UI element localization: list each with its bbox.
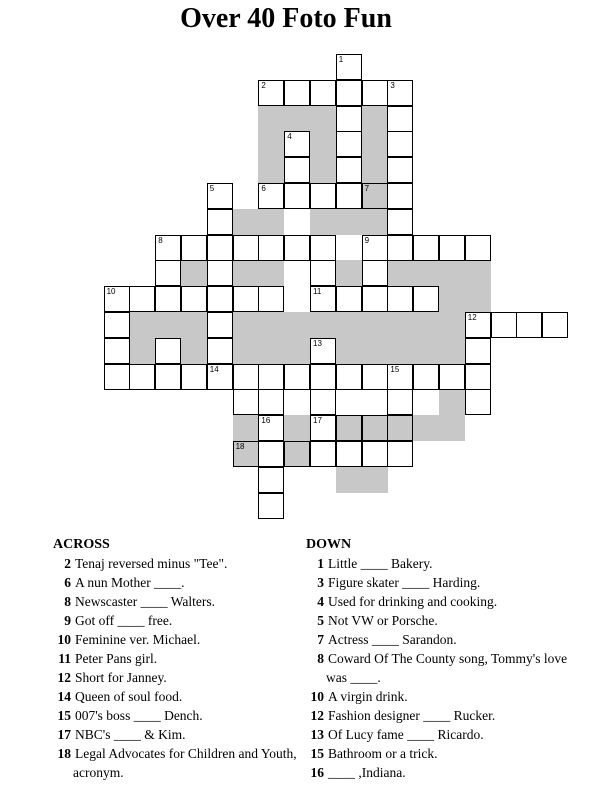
shaded-cell — [336, 312, 362, 338]
grid-cell[interactable] — [362, 80, 388, 106]
grid-cell[interactable] — [387, 183, 413, 209]
grid-cell[interactable] — [284, 183, 310, 209]
shaded-cell — [336, 260, 362, 286]
clue-text: 007's boss ____ Dench. — [75, 708, 203, 723]
shaded-cell — [465, 260, 491, 286]
grid-cell[interactable] — [336, 106, 362, 132]
shaded-cell — [362, 106, 388, 132]
shaded-cell — [413, 312, 439, 338]
grid-cell[interactable] — [542, 312, 568, 338]
shaded-cell — [362, 312, 388, 338]
clue-number: 14 — [57, 689, 71, 704]
grid-cell[interactable] — [233, 286, 259, 312]
shaded-cell — [439, 389, 465, 415]
grid-cell[interactable] — [336, 157, 362, 183]
grid-cell[interactable] — [413, 286, 439, 312]
shaded-cell — [310, 157, 336, 183]
shaded-cell — [258, 260, 284, 286]
cell-number: 15 — [390, 364, 400, 374]
grid-cell[interactable] — [129, 286, 155, 312]
clue-text: Little ____ Bakery. — [328, 556, 433, 571]
shaded-cell — [310, 131, 336, 157]
shaded-cell — [310, 209, 336, 235]
cell-number: 14 — [209, 364, 219, 374]
clue-text: ____ ,Indiana. — [328, 765, 406, 780]
grid-cell[interactable] — [362, 260, 388, 286]
grid-cell[interactable] — [207, 260, 233, 286]
cell-number: 17 — [313, 416, 322, 426]
clue-text: Actress ____ Sarandon. — [328, 632, 457, 647]
shaded-cell — [284, 338, 310, 364]
cell-number: 16 — [261, 416, 271, 426]
across-heading: ACROSS — [53, 537, 110, 552]
cell-number: 1 — [338, 55, 344, 64]
shaded-cell — [439, 286, 465, 312]
grid-cell[interactable] — [233, 364, 259, 390]
puzzle-title: Over 40 Foto Fun — [180, 3, 392, 34]
shaded-cell — [336, 209, 362, 235]
grid-cell[interactable] — [491, 312, 517, 338]
cell-number: 18 — [235, 442, 245, 451]
down-clue — [306, 554, 586, 573]
grid-cell[interactable] — [129, 364, 155, 390]
clue-text: Short for Janney. — [75, 670, 167, 685]
grid-cell[interactable] — [181, 286, 207, 312]
shaded-cell — [233, 415, 259, 441]
grid-cell[interactable] — [362, 441, 388, 467]
grid-cell[interactable] — [104, 338, 130, 364]
shaded-cell — [439, 260, 465, 286]
grid-cell[interactable] — [387, 415, 413, 441]
grid-cell[interactable] — [362, 364, 388, 390]
grid-cell[interactable] — [155, 338, 181, 364]
clue-number: 12 — [57, 670, 71, 685]
grid-cell[interactable] — [336, 131, 362, 157]
grid-cell[interactable] — [310, 441, 336, 467]
cell-number: 11 — [313, 287, 322, 297]
grid-cell[interactable] — [207, 286, 233, 312]
clue-text: Peter Pans girl. — [75, 651, 158, 666]
shaded-cell — [233, 312, 259, 338]
grid-cell[interactable] — [465, 364, 491, 390]
down-clues — [306, 535, 586, 782]
down-heading: DOWN — [306, 537, 352, 552]
grid-cell[interactable] — [336, 415, 362, 441]
shaded-cell — [233, 209, 259, 235]
grid-cell[interactable] — [155, 260, 181, 286]
cell-number: 4 — [287, 132, 292, 142]
clue-number: 5 — [317, 613, 324, 628]
shaded-cell — [233, 338, 259, 364]
clue-number: 2 — [64, 556, 71, 571]
shaded-cell — [233, 260, 259, 286]
across-clue — [53, 573, 333, 592]
grid-cell[interactable] — [284, 441, 310, 467]
shaded-cell — [258, 209, 284, 235]
down-clue — [306, 725, 586, 744]
clue-text: Got off ____ free. — [75, 613, 173, 628]
shaded-cell — [258, 157, 284, 183]
grid-cell[interactable] — [155, 286, 181, 312]
clue-text: Figure skater ____ Harding. — [328, 575, 481, 590]
shaded-cell — [362, 467, 388, 493]
across-clue — [53, 668, 333, 687]
grid-cell[interactable] — [155, 364, 181, 390]
shaded-cell — [465, 286, 491, 312]
shaded-cell — [362, 338, 388, 364]
clue-text: Fashion designer ____ Rucker. — [328, 708, 496, 723]
clue-number: 1 — [317, 556, 324, 571]
clue-number: 11 — [58, 651, 71, 666]
shaded-cell — [336, 338, 362, 364]
shaded-cell — [439, 312, 465, 338]
grid-cell[interactable] — [413, 364, 439, 390]
shaded-cell — [362, 209, 388, 235]
grid-cell[interactable] — [258, 441, 284, 467]
shaded-cell — [181, 312, 207, 338]
clue-text: NBC's ____ & Kim. — [75, 727, 186, 742]
grid-cell[interactable] — [387, 286, 413, 312]
across-clue — [53, 554, 333, 573]
clue-text: Tenaj reversed minus "Tee". — [75, 556, 228, 571]
clue-number: 3 — [317, 575, 324, 590]
grid-cell[interactable] — [310, 183, 336, 209]
clue-text: A virgin drink. — [328, 689, 408, 704]
down-clue — [306, 630, 586, 649]
grid-cell[interactable] — [233, 235, 259, 261]
down-clue — [306, 649, 586, 687]
grid-cell[interactable] — [387, 157, 413, 183]
across-clue — [53, 649, 333, 668]
grid-cell[interactable] — [336, 183, 362, 209]
clue-number: 15 — [310, 746, 324, 761]
grid-cell[interactable] — [284, 157, 310, 183]
clue-text: A nun Mother ____. — [75, 575, 185, 590]
across-clues — [53, 535, 333, 782]
clue-number: 13 — [310, 727, 324, 742]
grid-cell[interactable] — [516, 312, 542, 338]
shaded-cell — [439, 338, 465, 364]
across-clue — [53, 725, 333, 744]
grid-cell[interactable] — [465, 389, 491, 415]
across-clue — [53, 706, 333, 725]
grid-cell[interactable] — [233, 389, 259, 415]
grid-cell[interactable] — [310, 364, 336, 390]
grid-cell[interactable] — [413, 235, 439, 261]
grid-cell[interactable] — [336, 364, 362, 390]
shaded-cell — [310, 312, 336, 338]
shaded-cell — [258, 338, 284, 364]
cell-number: 9 — [364, 235, 370, 245]
across-clue — [53, 592, 333, 611]
grid-cell[interactable] — [207, 338, 233, 364]
grid-cell[interactable] — [258, 389, 284, 415]
clue-number: 4 — [317, 594, 324, 609]
shaded-cell — [181, 338, 207, 364]
shaded-cell — [413, 338, 439, 364]
shaded-cell — [387, 260, 413, 286]
shaded-cell — [336, 467, 362, 493]
clue-text: Queen of soul food. — [75, 689, 183, 704]
grid-cell[interactable] — [310, 235, 336, 261]
clue-text: Feminine ver. Michael. — [75, 632, 201, 647]
shaded-cell — [155, 312, 181, 338]
grid-cell[interactable] — [387, 209, 413, 235]
grid-cell[interactable] — [336, 441, 362, 467]
shaded-cell — [362, 157, 388, 183]
grid-cell[interactable] — [387, 106, 413, 132]
grid-cell[interactable] — [207, 235, 233, 261]
clue-text: Legal Advocates for Children and Youth, acronym. — [73, 746, 297, 780]
cell-number: 7 — [364, 184, 370, 193]
grid-cell[interactable] — [387, 235, 413, 261]
shaded-cell — [129, 338, 155, 364]
across-clue — [53, 687, 333, 706]
cell-number: 8 — [158, 235, 163, 245]
cell-number: 13 — [313, 338, 322, 348]
shaded-cell — [413, 415, 439, 441]
shaded-cell — [258, 131, 284, 157]
grid-cell[interactable] — [362, 286, 388, 312]
shaded-cell — [258, 106, 284, 132]
shaded-cell — [284, 312, 310, 338]
across-clue — [53, 744, 333, 782]
grid-cell[interactable] — [284, 80, 310, 106]
grid-cell[interactable] — [439, 235, 465, 261]
down-clue-list — [306, 554, 586, 782]
clue-number: 7 — [317, 632, 324, 647]
clue-text: Used for drinking and cooking. — [328, 594, 498, 609]
clue-text: Newscaster ____ Walters. — [75, 594, 215, 609]
grid-cell[interactable] — [465, 235, 491, 261]
grid-cell[interactable] — [387, 441, 413, 467]
down-clue — [306, 592, 586, 611]
grid-cell[interactable] — [439, 364, 465, 390]
shaded-cell — [181, 260, 207, 286]
cell-number: 5 — [209, 184, 215, 193]
shaded-cell — [258, 312, 284, 338]
clue-number: 8 — [317, 651, 324, 666]
down-clue — [306, 763, 586, 782]
grid-cell[interactable] — [310, 389, 336, 415]
grid-cell[interactable] — [336, 286, 362, 312]
shaded-cell — [413, 260, 439, 286]
grid-cell[interactable] — [362, 415, 388, 441]
shaded-cell — [284, 415, 310, 441]
grid-cell[interactable] — [181, 235, 207, 261]
across-clue-list — [53, 554, 333, 782]
grid-cell[interactable] — [104, 312, 130, 338]
down-clue — [306, 573, 586, 592]
clue-number: 10 — [310, 689, 324, 704]
grid-cell[interactable] — [284, 364, 310, 390]
clue-number: 6 — [64, 575, 71, 590]
grid-cell[interactable] — [104, 364, 130, 390]
shaded-cell — [284, 106, 310, 132]
clue-text: Coward Of The County song, Tommy's love was ____. — [326, 651, 568, 685]
clue-number: 17 — [57, 727, 71, 742]
grid-cell[interactable] — [310, 260, 336, 286]
grid-cell[interactable] — [181, 364, 207, 390]
clue-text: Bathroom or a trick. — [328, 746, 438, 761]
grid-cell[interactable] — [284, 235, 310, 261]
clue-number: 16 — [310, 765, 324, 780]
shaded-cell — [310, 106, 336, 132]
clue-number: 10 — [57, 632, 71, 647]
down-clue — [306, 744, 586, 763]
shaded-cell — [387, 312, 413, 338]
clue-number: 18 — [57, 746, 71, 761]
grid-cell[interactable] — [207, 312, 233, 338]
grid-cell[interactable] — [258, 364, 284, 390]
grid-cell[interactable] — [387, 131, 413, 157]
clue-number: 9 — [64, 613, 71, 628]
down-clue — [306, 706, 586, 725]
clue-number: 8 — [64, 594, 71, 609]
shaded-cell — [129, 312, 155, 338]
shaded-cell — [362, 131, 388, 157]
down-clue — [306, 687, 586, 706]
grid-cell[interactable] — [336, 80, 362, 106]
cell-number: 12 — [467, 313, 477, 322]
shaded-cell — [439, 415, 465, 441]
grid-cell[interactable] — [310, 80, 336, 106]
cell-number: 10 — [106, 287, 116, 297]
grid-cell[interactable] — [207, 209, 233, 235]
cell-number: 6 — [261, 184, 266, 193]
grid-cell[interactable] — [387, 389, 413, 415]
cell-number: 3 — [390, 80, 395, 90]
across-clue — [53, 611, 333, 630]
grid-cell[interactable] — [465, 338, 491, 364]
grid-cell[interactable] — [258, 235, 284, 261]
clue-number: 15 — [57, 708, 71, 723]
clue-text: Not VW or Porsche. — [328, 613, 438, 628]
grid-cell[interactable] — [258, 286, 284, 312]
grid-cell[interactable] — [258, 493, 284, 519]
clue-number: 12 — [310, 708, 324, 723]
clue-text: Of Lucy fame ____ Ricardo. — [328, 727, 484, 742]
grid-cell[interactable] — [258, 467, 284, 493]
shaded-cell — [387, 338, 413, 364]
down-clue — [306, 611, 586, 630]
cell-number: 2 — [261, 80, 266, 90]
across-clue — [53, 630, 333, 649]
